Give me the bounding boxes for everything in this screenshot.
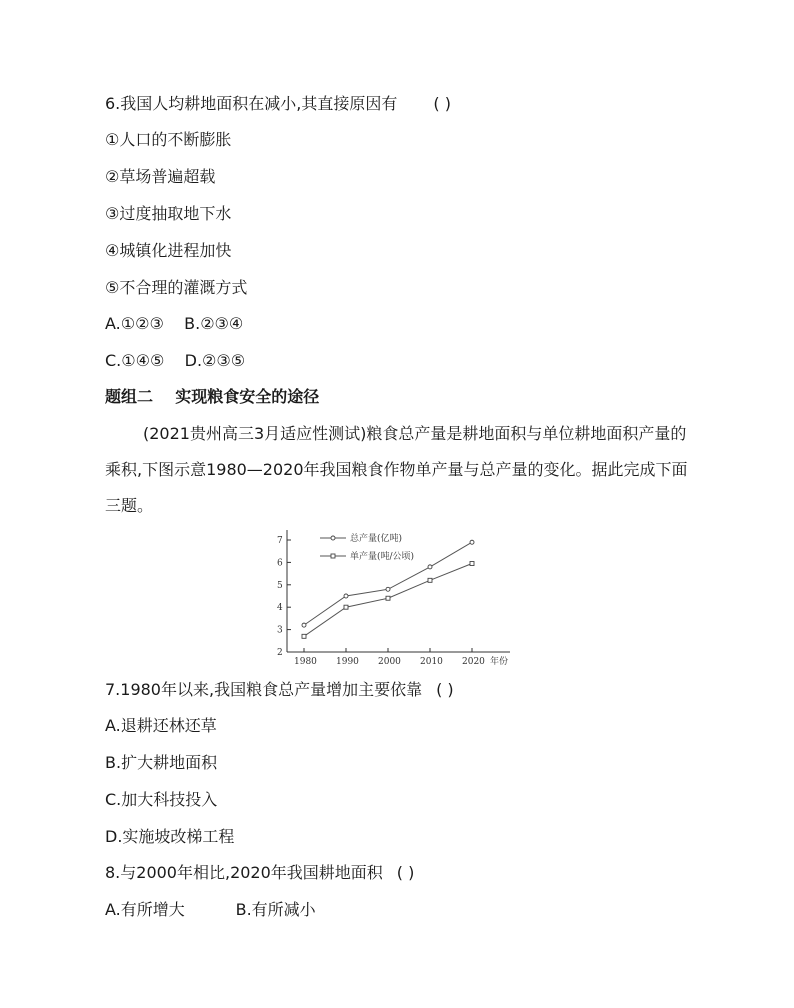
series-1-point (428, 565, 432, 569)
q6-options-row-2: C.①④⑤ D.②③⑤ (105, 351, 246, 370)
legend-label: 总产量(亿吨) (350, 534, 403, 544)
answer-bracket: ( ) (436, 680, 454, 699)
q7-option-d: D.实施坡改梯工程 (105, 827, 235, 846)
legend-marker (331, 554, 335, 558)
question-7-stem: 7.1980年以来,我国粮食总产量增加主要依靠 ( ) (105, 680, 454, 699)
q6-item-5: ⑤不合理的灌溉方式 (105, 278, 248, 297)
series-1-point (302, 623, 306, 627)
y-tick-label: 4 (277, 603, 283, 614)
q7-option-a: A.退耕还林还草 (105, 716, 217, 735)
series-2-point (386, 596, 390, 600)
y-tick-label: 6 (277, 558, 283, 569)
question-6-stem: 6.我国人均耕地面积在减小,其直接原因有 ( ) (105, 94, 451, 113)
q6-item-1: ①人口的不断膨胀 (105, 130, 232, 149)
grain-production-chart (260, 520, 520, 668)
legend-label: 单产量(吨/公顷) (350, 552, 415, 562)
y-tick-label: 5 (277, 580, 283, 591)
series-2-point (302, 634, 306, 638)
q6-item-3: ③过度抽取地下水 (105, 204, 232, 223)
series-1-point (386, 587, 390, 591)
legend-marker (331, 536, 335, 540)
series-1-point (344, 594, 348, 598)
q6-item-4: ④城镇化进程加快 (105, 241, 232, 260)
q7-option-c: C.加大科技投入 (105, 790, 218, 809)
series-2-point (428, 578, 432, 582)
q6-item-2: ②草场普遍超载 (105, 167, 216, 186)
x-tick-label: 1990 (336, 657, 359, 667)
y-tick-label: 7 (277, 536, 283, 546)
intro-paragraph: (2021贵州高三3月适应性测试)粮食总产量是耕地面积与单位耕地面积产量的乘积,下图示意1980—2020年我国粮食作物单产量与总产量的变化。据此完成下面三题。 (105, 424, 688, 515)
y-tick-label: 3 (277, 625, 283, 636)
answer-bracket: ( ) (396, 863, 415, 882)
section-title: 题组二 实现粮食安全的途径 (105, 387, 320, 406)
x-tick-label: 2020 (462, 657, 485, 667)
series-1-point (470, 540, 474, 544)
q6-options-row-1: A.①②③ B.②③④ (105, 314, 244, 333)
question-8-stem: 8.与2000年相比,2020年我国耕地面积 ( ) (105, 863, 415, 882)
series-2-point (344, 605, 348, 609)
q8-options-row: A.有所增大 B.有所减小 (105, 900, 316, 919)
y-tick-label: 2 (277, 648, 283, 658)
q7-option-b: B.扩大耕地面积 (105, 753, 218, 772)
x-axis-unit: 年份 (490, 657, 509, 667)
x-tick-label: 2000 (378, 657, 401, 667)
x-tick-label: 2010 (420, 657, 443, 667)
answer-bracket: ( ) (433, 94, 451, 113)
x-tick-label: 1980 (294, 657, 317, 667)
series-2-point (470, 562, 474, 566)
